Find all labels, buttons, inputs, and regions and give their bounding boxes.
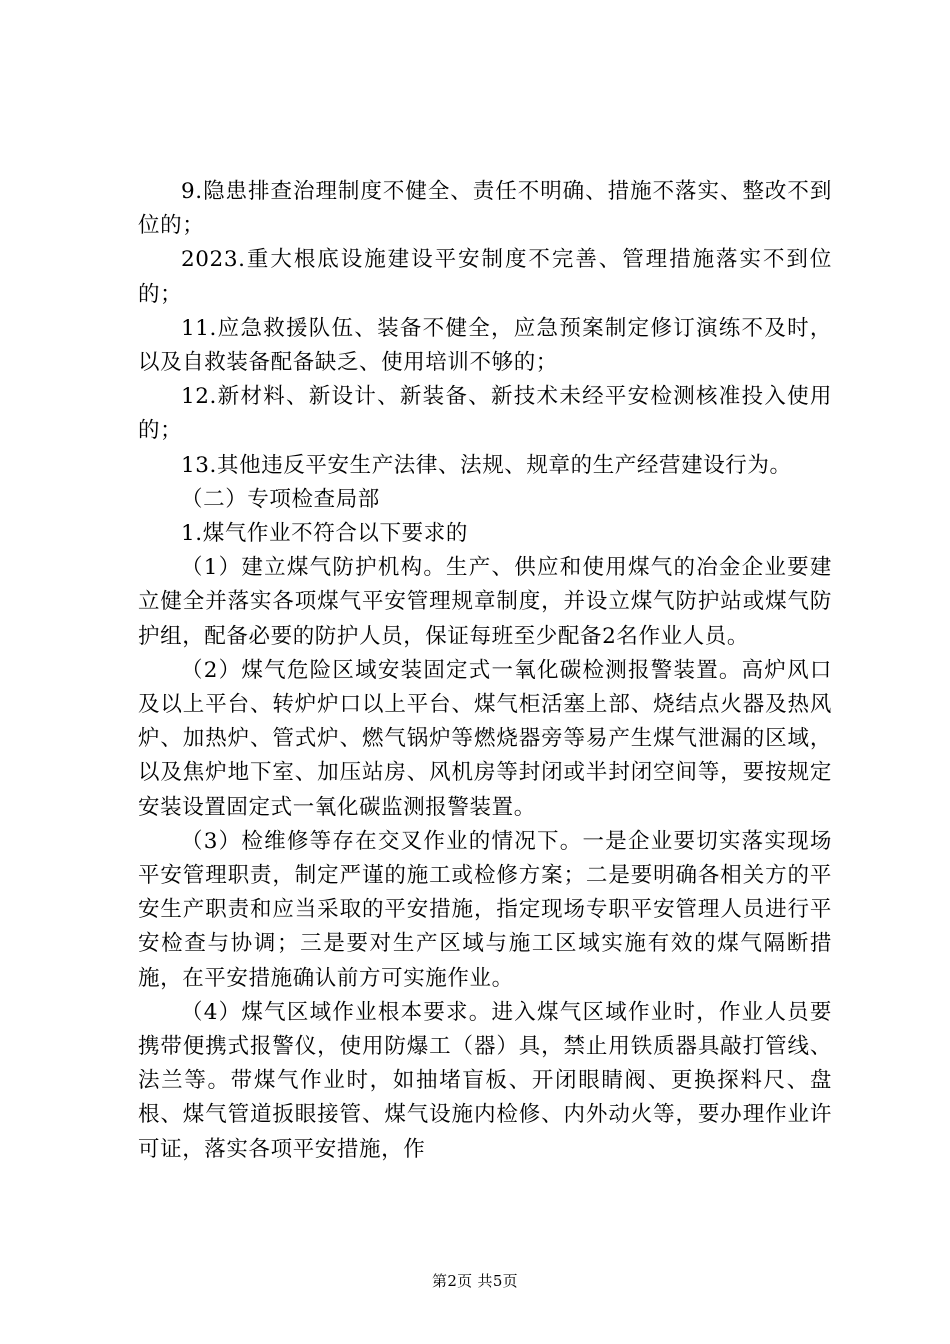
paragraph-item-11: 11.应急救援队伍、装备不健全，应急预案制定修订演练不及时，以及自救装备配备缺乏、使用培训不够的；: [138, 315, 832, 376]
document-body: [138, 175, 832, 1167]
section-heading: （二）专项检查局部: [181, 486, 380, 512]
paragraph-item-12: 12.新材料、新设计、新装备、新技术未经平安检测核准投入使用的；: [138, 384, 832, 444]
paragraph-item-13: 13.其他违反平安生产法律、法规、规章的生产经营建设行为。: [181, 452, 792, 478]
paragraph-requirement-4: （4）煤气区域作业根本要求。进入煤气区域作业时，作业人员要携带便携式报警仪，使用防爆工（器）具，禁止用铁质器具敲打管线、法兰等。带煤气作业时，如抽堵盲板、开闭眼睛阀、更换探料尺、盘根、煤气管道扳眼接管、煤气设施内检修、内外动火等，要办理作业许可证，落实各项平安措施，作: [138, 999, 832, 1162]
paragraph-requirement-1: （1）建立煤气防护机构。生产、供应和使用煤气的冶金企业要建立健全并落实各项煤气平安管理规章制度，并设立煤气防护站或煤气防护组，配备必要的防护人员，保证每班至少配备2名作业人员。: [138, 555, 832, 649]
paragraph-requirement-3: （3）检维修等存在交叉作业的情况下。一是企业要切实落实现场平安管理职责，制定严谨的施工或检修方案；二是要明确各相关方的平安生产职责和应当采取的平安措施，指定现场专职平安管理人员进行平安检查与协调；三是要对生产区域与施工区域实施有效的煤气隔断措施，在平安措施确认前方可实施作业。: [138, 828, 832, 991]
paragraph-item-10: 2023.重大根底设施建设平安制度不完善、管理措施落实不到位的；: [138, 247, 832, 307]
subsection-heading: 1.煤气作业不符合以下要求的: [181, 521, 468, 547]
paragraph-item-9: 9.隐患排查治理制度不健全、责任不明确、措施不落实、整改不到位的；: [138, 179, 832, 239]
paragraph-requirement-2: （2）煤气危险区域安装固定式一氧化碳检测报警装置。高炉风口及以上平台、转炉炉口以上平台、煤气柜活塞上部、烧结点火器及热风炉、加热炉、管式炉、燃气锅炉等燃烧器旁等易产生煤气泄漏的区域，以及焦炉地下室、加压站房、风机房等封闭或半封闭空间等，要按规定安装设置固定式一氧化碳监测报警装置。: [138, 657, 832, 820]
page-footer: 第2页 共5页: [432, 1272, 518, 1290]
